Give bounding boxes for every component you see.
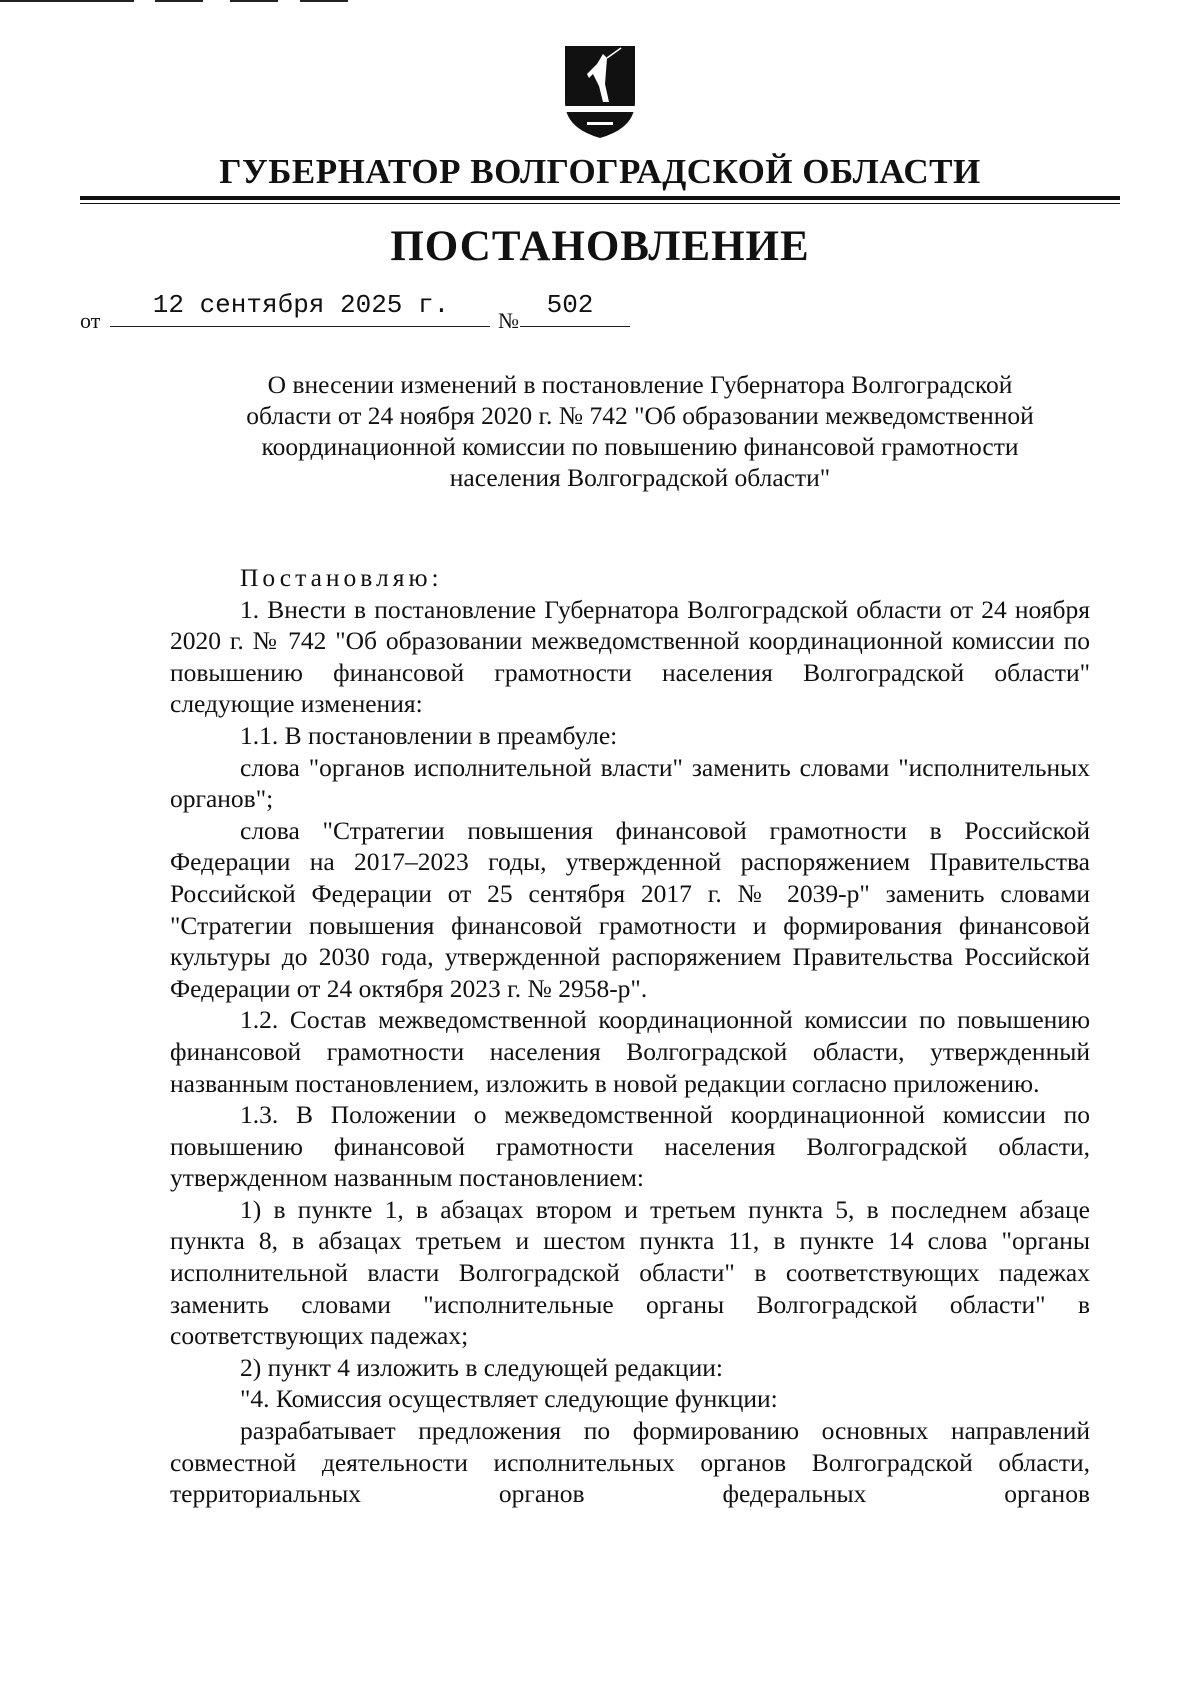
volgograd-region-coat-of-arms-icon [563, 44, 637, 140]
document-type: ПОСТАНОВЛЕНИЕ [390, 223, 810, 270]
number-underline [520, 326, 630, 327]
paragraph: 1.2. Состав межведомственной координационной комиссии по повышению финансовой грамотности населения Волгоградской области, утвержденный названным постановлением, изложить в новой редакции согласно приложению. [170, 1005, 1090, 1098]
paragraph: 1.3. В Положении о межведомственной координационной комиссии по повышению финансовой грамотности населения Волгоградской области, утвержденном названным постановлением: [170, 1100, 1090, 1193]
issuing-authority: ГУБЕРНАТОР ВОЛГОГРАДСКОЙ ОБЛАСТИ [219, 152, 981, 191]
number-prefix: № [498, 308, 519, 333]
date-underline [110, 326, 490, 327]
date-prefix: от [80, 308, 101, 333]
scan-mark [300, 0, 348, 2]
document-body [170, 562, 1090, 1510]
paragraph: 1) в пункте 1, в абзацах втором и третьем пункта 5, в последнем абзаце пункта 8, в абзацах третьем и шестом пункта 11, в пункте 14 слова "органы исполнительной власти Волгоградской области" в соответствующих падежах заменить словами "исполнительные органы Волгоградской области" в соответствующих падежах; [170, 1194, 1090, 1351]
document-subject [200, 369, 1080, 493]
header-rule-thin [80, 203, 1120, 204]
paragraph: слова "органов исполнительной власти" заменить словами "исполнительных органов"; [170, 752, 1090, 814]
document-date: 12 сентября 2025 г. [152, 290, 450, 320]
paragraph: разрабатывает предложения по формированию основных направлений совместной деятельности исполнительных органов Волгоградской области, территориальных органов федеральных органов [170, 1416, 1090, 1509]
scan-mark [155, 0, 203, 2]
subject-line: области от 24 ноября 2020 г. № 742 "Об образовании межведомственной [246, 401, 1034, 430]
scan-mark [230, 0, 278, 2]
document-number: 502 [546, 290, 594, 320]
header-rule-thick [80, 196, 1120, 200]
decree-word: Постановляю: [240, 563, 443, 592]
paragraph: 2) пункт 4 изложить в следующей редакции: [240, 1352, 723, 1382]
subject-line: координационной комиссии по повышению финансовой грамотности [261, 432, 1019, 461]
paragraph: 1.1. В постановлении в преамбуле: [240, 720, 618, 750]
subject-line: О внесении изменений в постановление Губернатора Волгоградской [267, 370, 1013, 399]
paragraph: "4. Комиссия осуществляет следующие функции: [240, 1384, 778, 1414]
paragraph: 1. Внести в постановление Губернатора Волгоградской области от 24 ноября 2020 г. № 742 "Об образовании межведомственной координационной комиссии по повышению финансовой грамотности населения Волгоградской области" следующие изменения: [170, 594, 1090, 719]
paragraph: слова "Стратегии повышения финансовой грамотности в Российской Федерации на 2017–2023 годы, утвержденной распоряжением Правительства Российской Федерации от 25 сентября 2017 г. № 2039-р" заменить словами "Стратегии повышения финансовой грамотности и формирования финансовой культуры до 2030 года, утвержденной распоряжением Правительства Российской Федерации от 24 октября 2023 г. № 2958-р". [170, 815, 1090, 1003]
document-meta [80, 290, 780, 333]
subject-line: населения Волгоградской области" [449, 463, 831, 492]
scan-mark [0, 0, 134, 2]
